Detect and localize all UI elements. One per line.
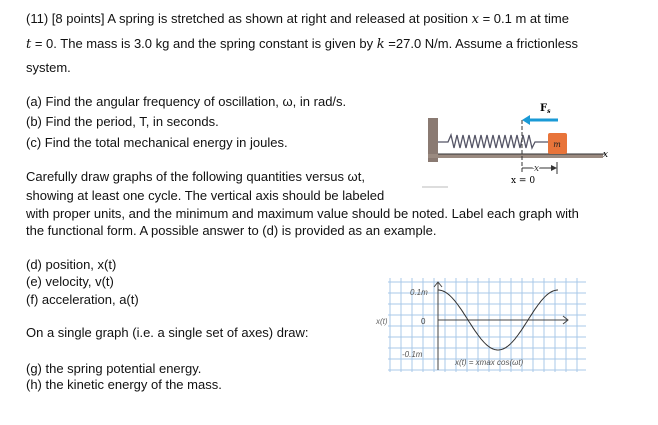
part-f: (f) acceleration, a(t) (26, 292, 139, 307)
ymin-label: -0.1m (402, 350, 423, 359)
mass-label: m (553, 140, 561, 149)
intro-line-2: t = 0. The mass is 3.0 kg and the spring constant is given by k =27.0 N/m. Assume a frictionless (26, 36, 578, 52)
spring (438, 135, 548, 148)
ymax-label: 0.1m (410, 288, 428, 297)
force-label: $F_s$ (540, 103, 551, 115)
part-d: (d) position, x(t) (26, 257, 117, 272)
instructions-line-4: the functional form. A possible answer to (d) is provided as an example. (26, 223, 437, 238)
part-e: (e) velocity, v(t) (26, 274, 114, 289)
intro-line-3: system. (26, 60, 71, 75)
spring-mass-figure (400, 90, 640, 200)
part-g: (g) the spring potential energy. (26, 361, 202, 376)
axis-label: x (603, 150, 609, 160)
part-c: (c) Find the total mechanical energy in joules. (26, 135, 288, 150)
formula-label: x(t) = xmax cos(ωt) (455, 358, 524, 367)
displacement-label: x (534, 164, 540, 174)
single-graph-instruction: On a single graph (i.e. a single set of axes) draw: (26, 325, 309, 340)
part-b: (b) Find the period, T, in seconds. (26, 114, 219, 129)
instructions-line-3: with proper units, and the minimum and maximum value should be noted. Label each graph with (26, 206, 579, 221)
origin-label: x = 0 (511, 176, 536, 186)
instructions-line-2: showing at least one cycle. The vertical axis should be labeled (26, 188, 385, 203)
intro-line-1: (11) [8 points] A spring is stretched as shown at right and released at position x = 0.1 m at time (26, 11, 569, 27)
zero-label: 0 (421, 317, 426, 326)
part-a: (a) Find the angular frequency of oscillation, ω, in rad/s. (26, 94, 347, 109)
instructions-line-1: Carefully draw graphs of the following quantities versus ωt, (26, 169, 365, 184)
part-h: (h) the kinetic energy of the mass. (26, 377, 222, 392)
ylabel: x(t) (376, 317, 388, 326)
example-position-graph (370, 270, 600, 380)
floor (428, 154, 603, 158)
